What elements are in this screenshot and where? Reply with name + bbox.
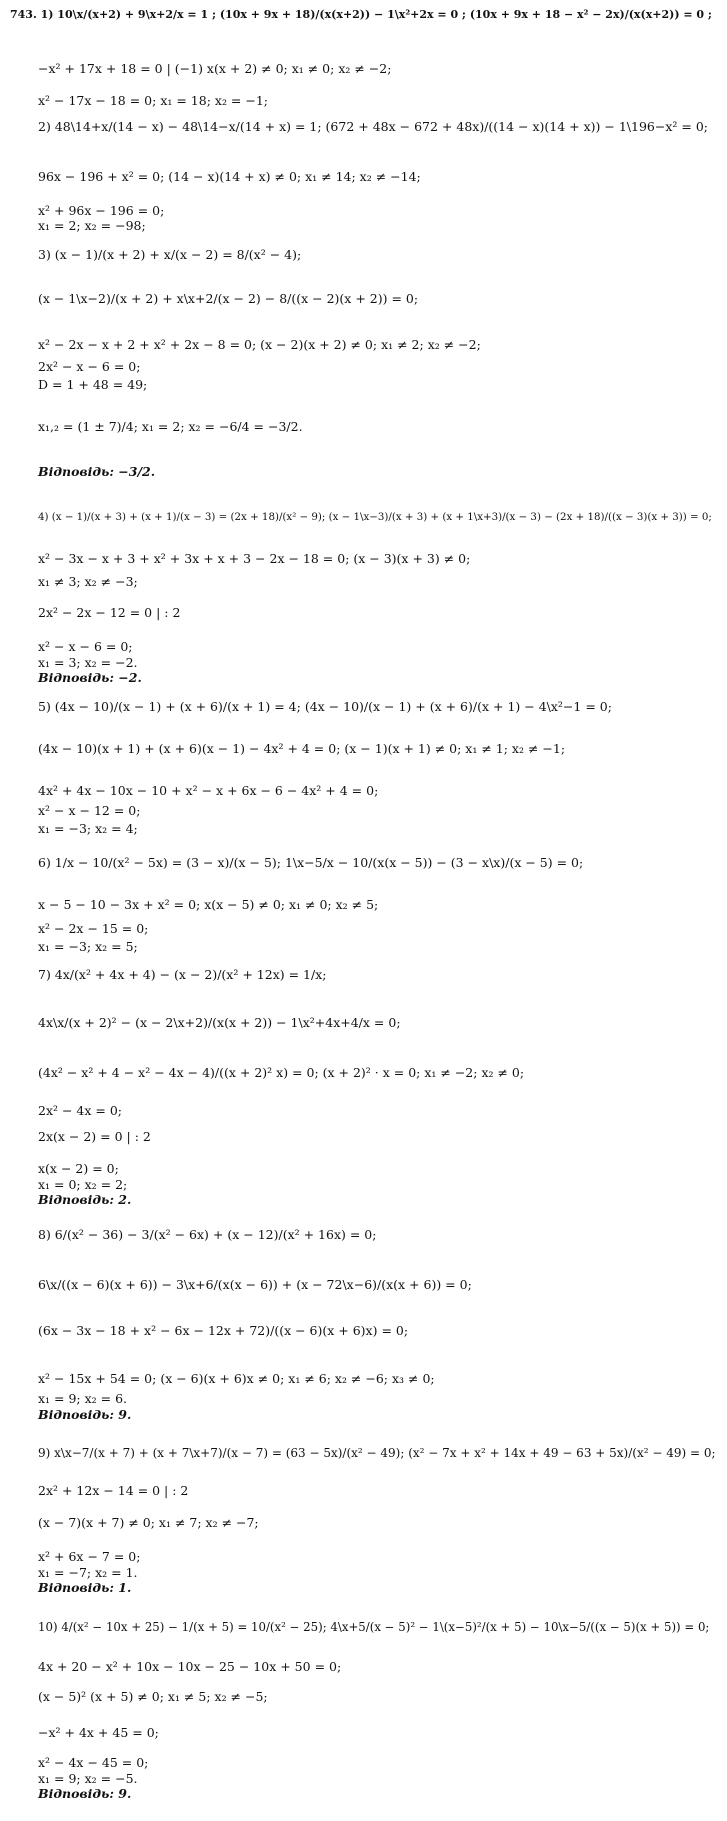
math-line: D = 1 + 48 = 49;	[38, 377, 148, 392]
math-line: 5) (4x − 10)/(x − 1) + (x + 6)/(x + 1) = 4; (4x − 10)/(x − 1) + (x + 6)/(x + 1) − 4\x²−1 = 0;	[38, 699, 612, 714]
math-line: 6) 1/x − 10/(x² − 5x) = (3 − x)/(x − 5); 1\x−5/x − 10/(x(x − 5)) − (3 − x\x)/(x − 5) = 0;	[38, 855, 584, 870]
math-line: −x² + 4x + 45 = 0;	[38, 1725, 159, 1740]
math-line: 3) (x − 1)/(x + 2) + x/(x − 2) = 8/(x² − 4);	[38, 247, 302, 262]
math-line: 7) 4x/(x² + 4x + 4) − (x − 2)/(x² + 12x) = 1/x;	[38, 967, 327, 982]
math-line: x₁ = 9; x₂ = 6.	[38, 1391, 128, 1406]
math-line: (x − 7)(x + 7) ≠ 0; x₁ ≠ 7; x₂ ≠ −7;	[38, 1515, 259, 1530]
answer-line: Відповідь: 1.	[38, 1580, 132, 1595]
math-line: x² − 2x − x + 2 + x² + 2x − 8 = 0; (x − 2)(x + 2) ≠ 0; x₁ ≠ 2; x₂ ≠ −2;	[38, 337, 481, 352]
math-line: x₁ = 9; x₂ = −5.	[38, 1771, 138, 1786]
math-line: 6\x/((x − 6)(x + 6)) − 3\x+6/(x(x − 6)) + (x − 72\x−6)/(x(x + 6)) = 0;	[38, 1277, 472, 1292]
math-line: 9) x\x−7/(x + 7) + (x + 7\x+7)/(x − 7) = (63 − 5x)/(x² − 49); (x² − 7x + x² + 14x + 49 − 63 + 5x)/(x² − 49) = 0;	[38, 1446, 716, 1460]
math-line: x₁,₂ = (1 ± 7)/4; x₁ = 2; x₂ = −6/4 = −3/2.	[38, 419, 303, 434]
math-line: (6x − 3x − 18 + x² − 6x − 12x + 72)/((x − 6)(x + 6)x) = 0;	[38, 1323, 409, 1338]
math-line: x(x − 2) = 0;	[38, 1161, 119, 1176]
math-line: 8) 6/(x² − 36) − 3/(x² − 6x) + (x − 12)/(x² + 16x) = 0;	[38, 1227, 377, 1242]
math-line: 2x(x − 2) = 0 | : 2	[38, 1129, 151, 1144]
math-line: x₁ ≠ 3; x₂ ≠ −3;	[38, 574, 138, 589]
math-line: 743. 1) 10\x/(x+2) + 9\x+2/x = 1 ; (10x + 9x + 18)/(x(x+2)) − 1\x²+2x = 0 ; (10x + 9x + 18 − x² − 2x)/(x(x+2)) = 0 ;	[10, 8, 712, 21]
math-line: x² − x − 12 = 0;	[38, 803, 141, 818]
math-line: x − 5 − 10 − 3x + x² = 0; x(x − 5) ≠ 0; x₁ ≠ 0; x₂ ≠ 5;	[38, 897, 379, 912]
math-line: 2x² − x − 6 = 0;	[38, 359, 141, 374]
math-line: x² − 2x − 15 = 0;	[38, 921, 149, 936]
math-line: x² − 17x − 18 = 0; x₁ = 18; x₂ = −1;	[38, 93, 269, 108]
math-line: x₁ = −3; x₂ = 4;	[38, 821, 138, 836]
math-line: (x − 1\x−2)/(x + 2) + x\x+2/(x − 2) − 8/((x − 2)(x + 2)) = 0;	[38, 291, 419, 306]
math-line: 2x² + 12x − 14 = 0 | : 2	[38, 1483, 189, 1498]
answer-line: Відповідь: 2.	[38, 1192, 132, 1207]
math-line: 10) 4/(x² − 10x + 25) − 1/(x + 5) = 10/(x² − 25); 4\x+5/(x − 5)² − 1\(x−5)²/(x + 5) − 10\x−5/((x − 5)(x + 5)) = 0;	[38, 1620, 710, 1634]
answer-line: Відповідь: 9.	[38, 1786, 132, 1801]
math-line: 4) (x − 1)/(x + 3) + (x + 1)/(x − 3) = (2x + 18)/(x² − 9); (x − 1\x−3)/(x + 3) + (x + 1\x+3)/(x − 3) − (2x + 18)/((x − 3)(x + 3)) = 0;	[38, 511, 712, 523]
math-line: x₁ = −7; x₂ = 1.	[38, 1565, 138, 1580]
answer-line: Відповідь: 9.	[38, 1407, 132, 1422]
math-line: 2x² − 2x − 12 = 0 | : 2	[38, 605, 181, 620]
math-line: −x² + 17x + 18 = 0 | (−1) x(x + 2) ≠ 0; x₁ ≠ 0; x₂ ≠ −2;	[38, 61, 392, 76]
math-line: (4x² − x² + 4 − x² − 4x − 4)/((x + 2)² x) = 0; (x + 2)² · x = 0; x₁ ≠ −2; x₂ ≠ 0;	[38, 1065, 525, 1080]
math-line: x₁ = 3; x₂ = −2.	[38, 655, 138, 670]
math-line: (4x − 10)(x + 1) + (x + 6)(x − 1) − 4x² + 4 = 0; (x − 1)(x + 1) ≠ 0; x₁ ≠ 1; x₂ ≠ −1;	[38, 741, 566, 756]
math-line: 2) 48\14+x/(14 − x) − 48\14−x/(14 + x) = 1; (672 + 48x − 672 + 48x)/((14 − x)(14 + x)) − 1\196−x² = 0;	[38, 119, 708, 134]
math-line: x₁ = −3; x₂ = 5;	[38, 939, 138, 954]
math-line: x² − 15x + 54 = 0; (x − 6)(x + 6)x ≠ 0; x₁ ≠ 6; x₂ ≠ −6; x₃ ≠ 0;	[38, 1371, 435, 1386]
math-line: x² + 96x − 196 = 0;	[38, 203, 165, 218]
math-line: x² + 6x − 7 = 0;	[38, 1549, 141, 1564]
math-line: x² − 3x − x + 3 + x² + 3x + x + 3 − 2x − 18 = 0; (x − 3)(x + 3) ≠ 0;	[38, 551, 471, 566]
answer-line: Відповідь: −2.	[38, 670, 142, 685]
math-line: x₁ = 2; x₂ = −98;	[38, 218, 146, 233]
math-line: 4x + 20 − x² + 10x − 10x − 25 − 10x + 50 = 0;	[38, 1659, 342, 1674]
math-line: x² − x − 6 = 0;	[38, 639, 133, 654]
math-line: x₁ = 0; x₂ = 2;	[38, 1177, 128, 1192]
math-line: 4x² + 4x − 10x − 10 + x² − x + 6x − 6 − 4x² + 4 = 0;	[38, 783, 379, 798]
math-line: 2x² − 4x = 0;	[38, 1103, 123, 1118]
math-line: x² − 4x − 45 = 0;	[38, 1755, 149, 1770]
math-line: 4x\x/(x + 2)² − (x − 2\x+2)/(x(x + 2)) − 1\x²+4x+4/x = 0;	[38, 1015, 401, 1030]
answer-line: Відповідь: −3/2.	[38, 464, 156, 479]
math-line: 96x − 196 + x² = 0; (14 − x)(14 + x) ≠ 0; x₁ ≠ 14; x₂ ≠ −14;	[38, 169, 421, 184]
math-line: (x − 5)² (x + 5) ≠ 0; x₁ ≠ 5; x₂ ≠ −5;	[38, 1689, 268, 1704]
